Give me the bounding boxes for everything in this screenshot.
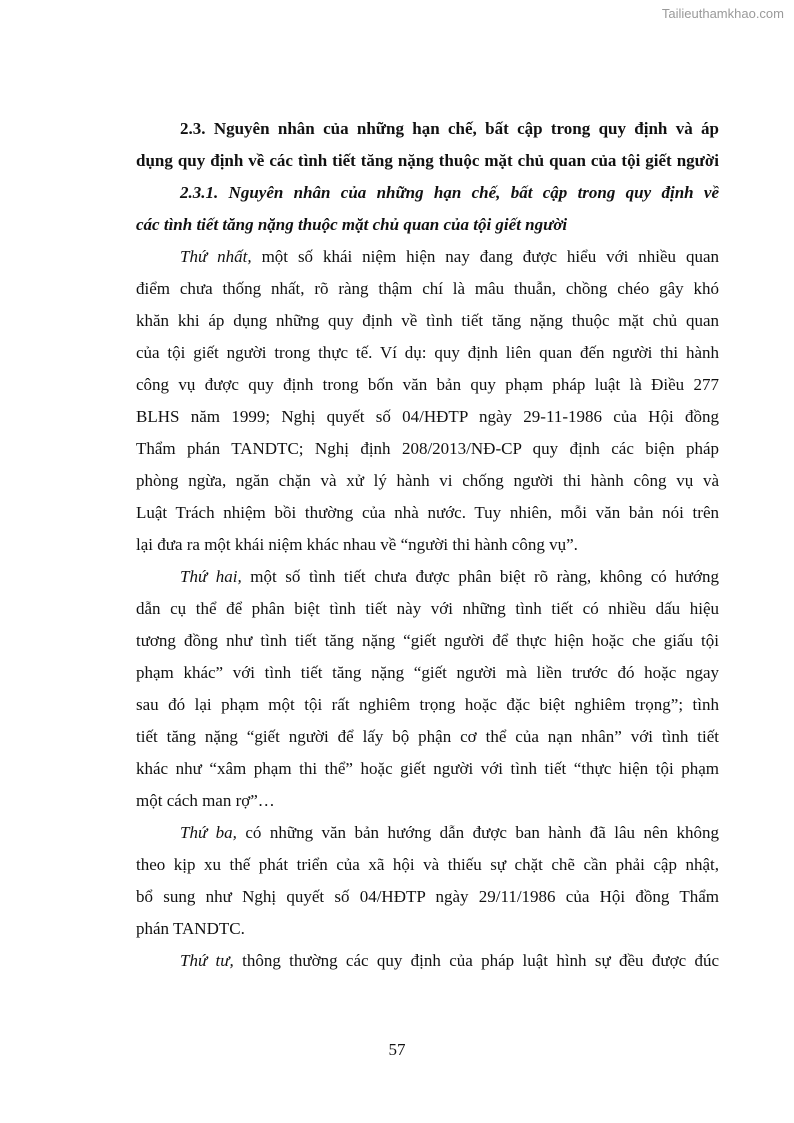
para2-line: sau đó lại phạm một tội rất nghiêm trọng hoặc đặc biệt nghiêm trọng”; tình xyxy=(136,695,719,714)
para2-line: tiết tăng nặng “giết người để lấy bộ phận cơ thể của nạn nhân” với tình tiết xyxy=(136,727,719,746)
para3-line: theo kịp xu thế phát triển của xã hội và thiếu sự chặt chẽ cần phải cập nhật, xyxy=(136,855,719,874)
para2-line: tương đồng như tình tiết tăng nặng “giết người để thực hiện hoặc che giấu tội xyxy=(136,631,719,650)
para3-line: bổ sung như Nghị quyết số 04/HĐTP ngày 29/11/1986 của Hội đồng Thẩm xyxy=(136,887,719,906)
para4-lead: Thứ tư, xyxy=(180,951,234,970)
para2-line1-rest: một số tình tiết chưa được phân biệt rõ ràng, không có hướng xyxy=(241,567,719,586)
page-body xyxy=(136,113,719,977)
para1-line: công vụ được quy định trong bốn văn bản quy phạm pháp luật là Điều 277 xyxy=(136,375,719,394)
para1-line: Thẩm phán TANDTC; Nghị định 208/2013/NĐ-CP quy định các biện pháp xyxy=(136,439,719,458)
para1-line: phòng ngừa, ngăn chặn và xử lý hành vi chống người thi hành công vụ và xyxy=(136,471,719,490)
heading-2-3-1-line2: các tình tiết tăng nặng thuộc mặt chủ quan của tội giết người xyxy=(136,215,568,234)
para1-line: điểm chưa thống nhất, rõ ràng thậm chí là mâu thuẫn, chồng chéo gây khó xyxy=(136,279,719,298)
para3-line1 xyxy=(136,817,719,849)
para2-line1 xyxy=(136,561,719,593)
watermark: Tailieuthamkhao.com xyxy=(661,6,784,21)
para2-line: một cách man rợ”… xyxy=(136,791,275,810)
para4-line1 xyxy=(136,945,719,977)
para2-lead: Thứ hai, xyxy=(180,567,242,586)
para1-line: Luật Trách nhiệm bồi thường của nhà nước. Tuy nhiên, mỗi văn bản nói trên xyxy=(136,503,719,522)
para3-line1-rest: có những văn bản hướng dẫn được ban hành đã lâu nên không xyxy=(236,823,719,842)
para2-line: dẫn cụ thể để phân biệt tình tiết này với những tình tiết có nhiều dấu hiệu xyxy=(136,599,719,618)
para3-line: phán TANDTC. xyxy=(136,919,245,938)
para1-line: lại đưa ra một khái niệm khác nhau về “người thi hành công vụ”. xyxy=(136,535,578,554)
para2-line: khác như “xâm phạm thi thể” hoặc giết người với tình tiết “thực hiện tội phạm xyxy=(136,759,719,778)
heading-2-3-line2: dụng quy định về các tình tiết tăng nặng thuộc mặt chủ quan của tội giết người xyxy=(136,151,719,170)
para2-line: phạm khác” với tình tiết tăng nặng “giết người mà liền trước đó hoặc ngay xyxy=(136,663,719,682)
para4-line1-rest: thông thường các quy định của pháp luật hình sự đều được đúc xyxy=(233,951,719,970)
para1-line1-rest: một số khái niệm hiện nay đang được hiểu với nhiều quan xyxy=(251,247,720,266)
page-number: 57 xyxy=(388,1040,406,1059)
para1-lead: Thứ nhất, xyxy=(180,247,252,266)
para3-lead: Thứ ba, xyxy=(180,823,237,842)
para1-line: BLHS năm 1999; Nghị quyết số 04/HĐTP ngày 29-11-1986 của Hội đồng xyxy=(136,407,719,426)
para1-line: khăn khi áp dụng những quy định về tình tiết tăng nặng thuộc mặt chủ quan xyxy=(136,311,719,330)
heading-2-3-line1: 2.3. Nguyên nhân của những hạn chế, bất cập trong quy định và áp xyxy=(180,119,719,138)
para1-line: của tội giết người trong thực tế. Ví dụ: quy định liên quan đến người thi hành xyxy=(136,343,719,362)
para1-line1 xyxy=(136,241,719,273)
heading-2-3-1-line1: 2.3.1. Nguyên nhân của những hạn chế, bất cập trong quy định về xyxy=(180,183,719,202)
